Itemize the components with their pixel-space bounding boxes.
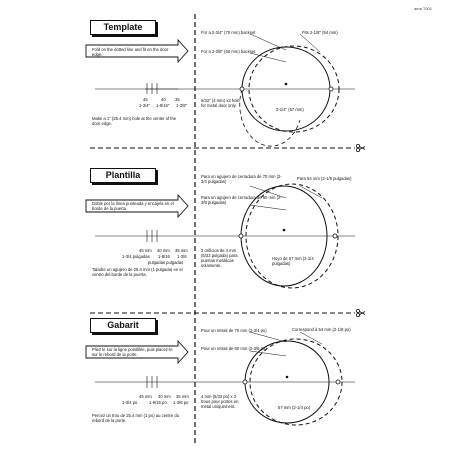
hole-diameter-label: Hoyo de 57 mm (2-1/4 pulgadas) xyxy=(272,256,314,266)
size-in-40: 1-9/16 po xyxy=(149,400,167,405)
hole-diameter-label: 2-1/4" (57 mm) xyxy=(276,107,304,112)
size-unit-label: pulgadas pulgadas xyxy=(148,260,184,265)
size-mm-45: 45 mm xyxy=(139,248,152,253)
size-in-35: 1-3/8 xyxy=(177,254,187,259)
scissors-icon xyxy=(356,144,365,151)
size-mm-45: 45 xyxy=(143,97,148,102)
center-hole-note: Percez un trou de 25,4 mm (1 po) au centre du rebord de la porte. xyxy=(92,413,180,423)
section-title-template: Template xyxy=(90,20,156,35)
backset-70-label: For a 2-3/4" (70 mm) backset xyxy=(201,30,256,35)
size-in-35: 1-3/8" xyxy=(176,103,188,108)
metal-door-hole-note: 5/32" (4 mm) x2 hole for metal door only. xyxy=(201,98,240,108)
fits-label: Correspond à 54 mm (2-1/8 po) xyxy=(292,327,351,332)
metal-door-hole-note: 4 mm (5/32 po) x 2 trous pour portes en métal uniquement. xyxy=(201,394,239,409)
metal-door-hole-note: 2 orificios de 4 mm (5/32 pulgada) para puertas metálicas solamente. xyxy=(201,248,238,268)
backset-60-label: Para un agujero de cerradura de 60 mm (2-3/8 pulgadas) xyxy=(201,195,282,205)
size-mm-45: 45 mm xyxy=(139,394,152,399)
size-mm-40: 40 xyxy=(161,97,166,102)
size-in-45: 1-3/4 po xyxy=(122,400,138,405)
backset-60-label: Pour un retrait de 60 mm (2-3/8 po) xyxy=(201,346,267,351)
size-mm-40: 40 mm xyxy=(157,248,170,253)
size-in-40: 1-9/16" xyxy=(156,103,170,108)
backset-70-label: Para un agujero de cerradura de 70 mm (2-3/4 pulgadas) xyxy=(201,174,282,184)
center-hole-note: Taladre un agujero de 25.4 mm (1 pulgada) en el centro del borde de la puerta. xyxy=(92,267,183,277)
backset-70-label: Pour un retrait de 70 mm (2-3/4 po) xyxy=(201,328,267,333)
size-in-45: 1-3/4" xyxy=(139,103,151,108)
size-in-45: 1-3/4 pulgadas xyxy=(122,254,150,259)
fits-label: Para 54 mm (2-1/8 pulgadas) xyxy=(297,176,352,181)
section-title-gabarit: Gabarit xyxy=(90,318,156,333)
section-title-plantilla: Plantilla xyxy=(90,168,156,183)
size-mm-40: 40 mm xyxy=(158,394,171,399)
scissors-icon xyxy=(356,309,365,316)
hole-diameter-label: 57 mm (2-1/4 po) xyxy=(278,405,311,410)
document-id: ama T001 xyxy=(414,6,432,11)
fold-instruction: Doble por la línea punteada y encájela en el borde de la puerta. xyxy=(92,201,174,211)
size-in-40: 1-9/16 xyxy=(158,254,170,259)
size-mm-35: 35 mm xyxy=(175,248,188,253)
size-in-35: 1-3/8 po xyxy=(173,400,189,405)
size-mm-35: 35 xyxy=(175,97,180,102)
size-mm-35: 35 mm xyxy=(176,394,189,399)
fold-instruction: Fold on the dotted line and fit on the door edge. xyxy=(92,47,169,57)
fold-instruction: Pliez le sur la ligne pointillée, puis placez-le sur le rebord de la porte. xyxy=(92,347,173,357)
fits-label: Fits 2-1/8" (54 mm) xyxy=(302,30,338,35)
center-hole-note: Make a 1" (25.4 mm) hole at the center of the door edge. xyxy=(92,116,177,126)
backset-60-label: For a 2-3/8" (60 mm) backset xyxy=(201,49,256,54)
